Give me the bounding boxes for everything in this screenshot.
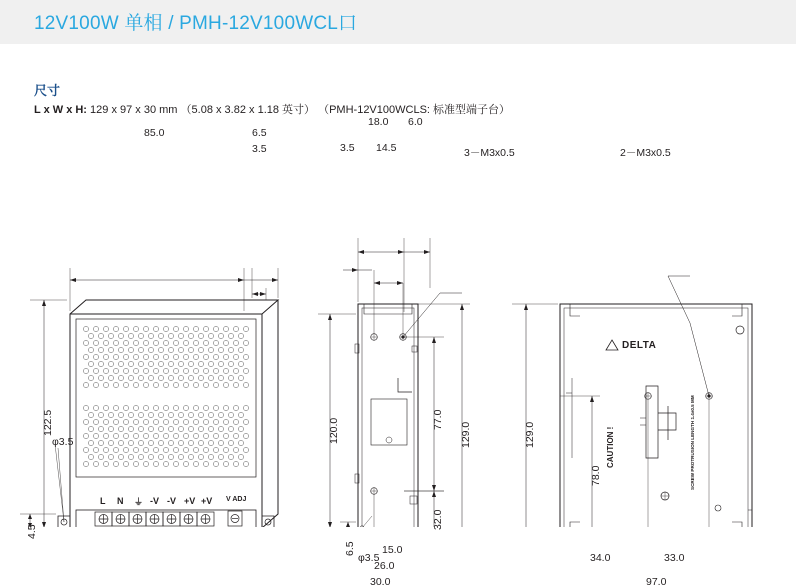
- rear-dim-bottom-b: 33.0: [664, 552, 685, 564]
- dimension-drawing: [0, 116, 796, 588]
- page-title: 12V100W 单相 / PMH-12V100WCL口: [34, 13, 358, 34]
- side-dim-bottom-a: 6.5: [344, 541, 356, 556]
- side-dim-top-c: 3.5: [340, 142, 355, 154]
- section-spec: [34, 101, 510, 117]
- side-dim-top-d: 14.5: [376, 142, 397, 154]
- side-dim-right-height: 129.0: [460, 421, 472, 448]
- delta-brand-label: DELTA: [622, 340, 657, 351]
- caution-label: CAUTION !: [606, 426, 615, 468]
- front-dim-hole-dia: φ3.5: [52, 436, 74, 448]
- side-dim-lower-height: 32.0: [432, 509, 444, 530]
- drawing-svg: [0, 118, 796, 527]
- side-dim-inner-height: 77.0: [432, 409, 444, 430]
- terminal-label-negv-1: -V: [150, 496, 159, 506]
- front-dim-top-right-a: 6.5: [252, 127, 267, 139]
- caution-detail-label: SCREW PROTRUSION LENGTH 1.4±0.5 MM: [690, 395, 695, 490]
- side-dim-bottom-b: 15.0: [382, 544, 403, 556]
- side-dim-top-b: 6.0: [408, 116, 423, 128]
- terminal-label-posv-1: +V: [184, 496, 196, 506]
- front-dim-top-right-b: 3.5: [252, 143, 267, 155]
- rear-dim-inner-height: 78.0: [590, 465, 602, 486]
- rear-callout-2m3: 2－M3x0.5: [620, 147, 671, 159]
- spec-text: 129 x 97 x 30 mm （5.08 x 3.82 x 1.18 英寸） （PMH-12V100WCLS: 标准型端子台）: [86, 104, 511, 116]
- rear-dim-bottom-total: 97.0: [646, 576, 667, 588]
- side-dim-bottom-d: 30.0: [370, 576, 391, 588]
- front-dim-left-height: 122.5: [42, 409, 54, 436]
- rear-dim-left-height: 129.0: [524, 421, 536, 448]
- page-header: [0, 0, 796, 44]
- section-title: 尺寸: [34, 83, 61, 98]
- terminal-label-vadj: V ADJ: [226, 496, 247, 503]
- terminal-label-l: L: [100, 496, 106, 506]
- side-dim-top-a: 18.0: [368, 116, 389, 128]
- side-dim-bottom-c: 26.0: [374, 560, 395, 572]
- side-dim-bottom-dia: φ3.5: [358, 552, 380, 564]
- rear-dim-bottom-a: 34.0: [590, 552, 611, 564]
- spec-prefix: L x W x H:: [34, 104, 87, 116]
- side-callout-3m3: 3－M3x0.5: [464, 147, 515, 159]
- terminal-label-ground: ⏚: [134, 497, 144, 507]
- terminal-label-n: N: [117, 496, 124, 506]
- terminal-label-posv-2: +V: [201, 496, 213, 506]
- front-dim-bottom-left: 4.5: [26, 524, 38, 539]
- side-dim-left-height: 120.0: [328, 417, 340, 444]
- terminal-label-negv-2: -V: [167, 496, 176, 506]
- front-dim-top-width: 85.0: [144, 127, 165, 139]
